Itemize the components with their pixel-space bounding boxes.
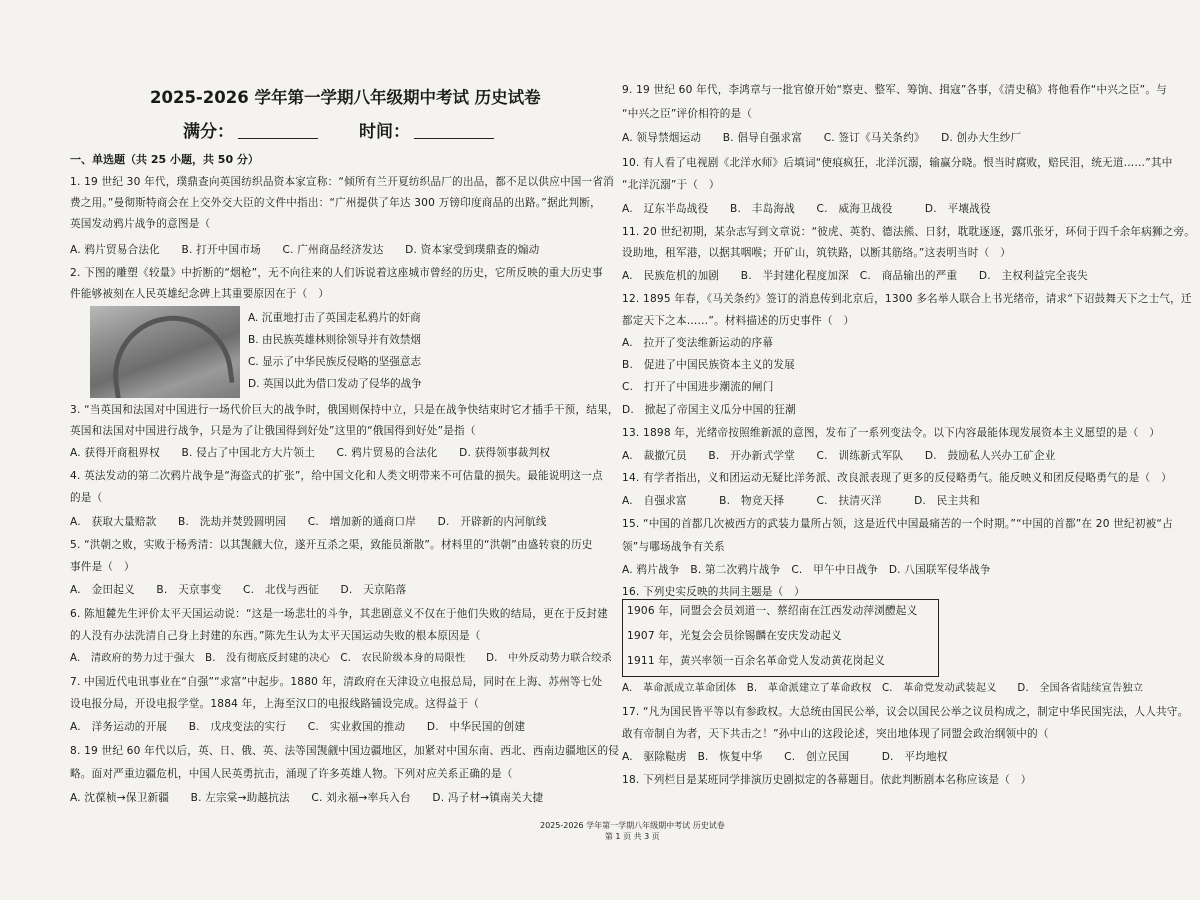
score-blank	[238, 124, 318, 139]
q2-option: D. 英国以此为借口发动了侵华的战争	[248, 378, 422, 390]
q7-line: 设电报分局，开设电报学堂。1884 年，上海至汉口的电报线路铺设完成。这得益于（	[70, 698, 480, 710]
q3-options: A. 获得开商租界权 B. 侵占了中国北方大片领土 C. 鸦片贸易的合法化 D. 获得领事裁判权	[70, 447, 551, 459]
q1-line: 1. 19 世纪 30 年代，璞鼎查向英国纺织品资本家宣称：“倾所有兰开夏纺织品厂的出品，都不足以供应中国一省消	[70, 176, 614, 188]
q11-line: 11. 20 世纪初期，某杂志写到文章说：“彼虎、英豹、德法熊、日豺，耽耽逐逐，露爪张牙，环伺于四千余年病狮之旁。	[622, 226, 1196, 238]
q4-line: 4. 英法发动的第二次鸦片战争是“海盗式的扩张”，给中国文化和人类文明带来不可估量的损失。最能说明这一点	[70, 470, 603, 482]
q1-line: 费之用。”曼彻斯特商会在上交外交大臣的文件中指出：“广州提供了年达 300 万镑印度商品的出路。”据此判断，	[70, 197, 601, 209]
q9-line: “中兴之臣”评价相符的是（	[622, 108, 753, 120]
time-field	[359, 117, 494, 142]
left-column	[70, 0, 620, 900]
q1-options: A. 鸦片贸易合法化 B. 打开中国市场 C. 广州商品经济发达 D. 资本家受到璞鼎查的煽动	[70, 244, 540, 256]
q17-line: 敢有帝制自为者，天下共击之！”孙中山的这段论述，突出地体现了同盟会政治纲领中的（	[622, 728, 1049, 740]
q10-options: A. 辽东半岛战役 B. 丰岛海战 C. 威海卫战役 D. 平壤战役	[622, 203, 991, 215]
q7-options: A. 洋务运动的开展 B. 戊戌变法的实行 C. 实业救国的推动 D. 中华民国的创建	[70, 721, 526, 733]
page-number: 第 1 页 共 3 页	[604, 832, 660, 841]
q16-fact: 1911 年，黄兴率领一百余名革命党人发动黄花岗起义	[627, 655, 885, 667]
q5-line: 事件是（ ）	[70, 561, 135, 573]
q6-line: 6. 陈旭麓先生评价太平天国运动说：“这是一场悲壮的斗争，其悲剧意义不仅在于他们失败的结局，更在于反封建	[70, 608, 608, 620]
q14-options: A. 自强求富 B. 物竞天择 C. 扶清灭洋 D. 民主共和	[622, 495, 980, 507]
q6-options: A. 清政府的势力过于强大 B. 没有彻底反封建的决心 C. 农民阶级本身的局限性 D. 中外反动势力联合绞杀	[70, 653, 612, 664]
page-title: 2025-2026 学年第一学期八年级期中考试 历史试卷	[150, 88, 541, 107]
q16-line: 16. 下列史实反映的共同主题是（ ）	[622, 586, 805, 598]
q2-option: B. 由民族英雄林则徐领导并有效禁烟	[248, 334, 421, 346]
q17-line: 17. “凡为国民皆平等以有参政权。大总统由国民公举，议会以国民公举之议员构成之，制定中华民国宪法，人人共守。	[622, 706, 1189, 718]
q11-line: 设助地，租军港，以据其咽喉；开矿山，筑铁路，以断其筋络。”这表明当时（ ）	[622, 247, 1011, 259]
time-label: 时间：	[359, 122, 410, 142]
q16-evidence-box	[622, 599, 939, 677]
q2-option: C. 显示了中华民族反侵略的坚强意志	[248, 356, 422, 368]
q12-option: A. 拉开了变法维新运动的序幕	[622, 337, 774, 349]
q11-options: A. 民族危机的加剧 B. 半封建化程度加深 C. 商品输出的严重 D. 主权利益完全丧失	[622, 270, 1088, 282]
q9-options: A. 领导禁烟运动 B. 倡导自强求富 C. 签订《马关条约》 D. 创办大生纱厂	[622, 132, 1022, 144]
q8-line: 8. 19 世纪 60 年代以后，英、日、俄、英、法等国觊觎中国边疆地区，加紧对中国东南、西北、西南边疆地区的侵	[70, 745, 620, 757]
q8-line: 略。面对严重边疆危机，中国人民英勇抗击，涌现了许多英雄人物。下列对应关系正确的是（	[70, 768, 513, 780]
q16-fact: 1907 年，光复会会员徐锡麟在安庆发动起义	[627, 630, 842, 642]
right-column	[622, 0, 1196, 900]
q10-line: 10. 有人看了电视剧《北洋水师》后填词“使痕疯狂，北洋沉溺，输赢分晓。恨当时腐败，赔民泪，统无道……”其中	[622, 157, 1173, 169]
q15-options: A. 鸦片战争 B. 第二次鸦片战争 C. 甲午中日战争 D. 八国联军侵华战争	[622, 564, 991, 576]
q13-options: A. 裁撤冗员 B. 开办新式学堂 C. 训练新式军队 D. 鼓励私人兴办工矿企业	[622, 450, 1056, 462]
q9-line: 9. 19 世纪 60 年代，李鸿章与一批官僚开始“察吏、整军、筹饷、揖寇”各事，《清史稿》将他看作“中兴之臣”。与	[622, 84, 1167, 96]
q12-line: 12. 1895 年春，《马关条约》签订的消息传到北京后，1300 多名举人联合上书光绪帝，请求“下诏鼓舞天下之士气，迁	[622, 293, 1192, 305]
q12-line: 都定天下之本……”。材料描述的历史事件（ ）	[622, 315, 855, 327]
q10-line: “北洋沉溺”于（ ）	[622, 179, 720, 191]
q18-line: 18. 下列栏目是某班同学排演历史剧拟定的各幕题目。依此判断剧本名称应该是（ ）	[622, 774, 1032, 786]
q14-line: 14. 有学者指出，义和团运动无疑比洋务派、改良派表现了更多的反侵略勇气。能反映义和团反侵略勇气的是（ ）	[622, 472, 1172, 484]
sculpture-image	[90, 306, 240, 398]
q5-options: A. 金田起义 B. 天京事变 C. 北伐与西征 D. 天京陷落	[70, 584, 407, 596]
q3-line: 3. “当英国和法国对中国进行一场代价巨大的战争时，俄国则保持中立，只是在战争快结束时它才插手干预，结果，	[70, 404, 619, 416]
time-blank	[414, 124, 494, 139]
q7-line: 7. 中国近代电讯事业在“自强”“求富”中起步。1880 年，清政府在天津设立电报总局，同时在上海、苏州等七处	[70, 676, 603, 688]
page-footer	[540, 820, 725, 842]
q2-line: 件能够被刻在人民英雄纪念碑上其重要原因在于（ ）	[70, 288, 330, 300]
footer-title: 2025-2026 学年第一学期八年级期中考试 历史试卷	[540, 821, 725, 830]
q2-line: 2. 下图的雕塑《较量》中折断的“烟枪”，无不向往来的人们诉说着这座城市曾经的历史，它所反映的重大历史事	[70, 267, 603, 279]
q15-line: 领”与哪场战争有关系	[622, 541, 725, 553]
q12-option: D. 掀起了帝国主义瓜分中国的狂潮	[622, 404, 796, 416]
section-heading: 一、单选题（共 25 小题，共 50 分）	[70, 153, 259, 166]
score-field	[183, 117, 318, 142]
q3-line: 英国和法国对中国进行战争，只是为了让俄国得到好处”这里的“俄国得到好处”是指（	[70, 425, 476, 437]
q4-line: 的是（	[70, 492, 103, 504]
q8-options: A. 沈葆桢→保卫新疆 B. 左宗棠→助越抗法 C. 刘永福→率兵入台 D. 冯子材→镇南关大捷	[70, 792, 544, 804]
q15-line: 15. “中国的首都几次被西方的武装力量所占领，这是近代中国最痛苦的一个时期。”“中国的首都”在 20 世纪初被“占	[622, 518, 1173, 530]
q5-line: 5. “洪朝之败，实败于杨秀清：以其觊觎大位，遂开互杀之渠，致能员渐散”。材料里的“洪朝”由盛转衰的历史	[70, 539, 593, 551]
q1-line: 英国发动鸦片战争的意图是（	[70, 218, 211, 230]
q16-options: A. 革命派成立革命团体 B. 革命派建立了革命政权 C. 革命党发动武装起义 D. 全国各省陆续宣告独立	[622, 683, 1144, 694]
q2-option: A. 沉重地打击了英国走私鸦片的奸商	[248, 312, 421, 324]
q12-option: C. 打开了中国进步潮流的闸门	[622, 381, 774, 393]
q12-option: B. 促进了中国民族资本主义的发展	[622, 359, 795, 371]
q13-line: 13. 1898 年，光绪帝按照维新派的意图，发布了一系列变法令。以下内容最能体现发展资本主义愿望的是（ ）	[622, 427, 1161, 439]
score-label: 满分：	[183, 122, 234, 142]
q17-options: A. 驱除鞑虏 B. 恢复中华 C. 创立民国 D. 平均地权	[622, 751, 948, 763]
q4-options: A. 获取大量赔款 B. 洗劫并焚毁圆明园 C. 增加新的通商口岸 D. 开辟新的内河航线	[70, 516, 547, 528]
q16-fact: 1906 年，同盟会会员刘道一、蔡绍南在江西发动萍浏醴起义	[627, 605, 918, 617]
q6-line: 的人没有办法洗清自己身上封建的东西。”陈先生认为太平天国运动失败的根本原因是（	[70, 630, 481, 642]
